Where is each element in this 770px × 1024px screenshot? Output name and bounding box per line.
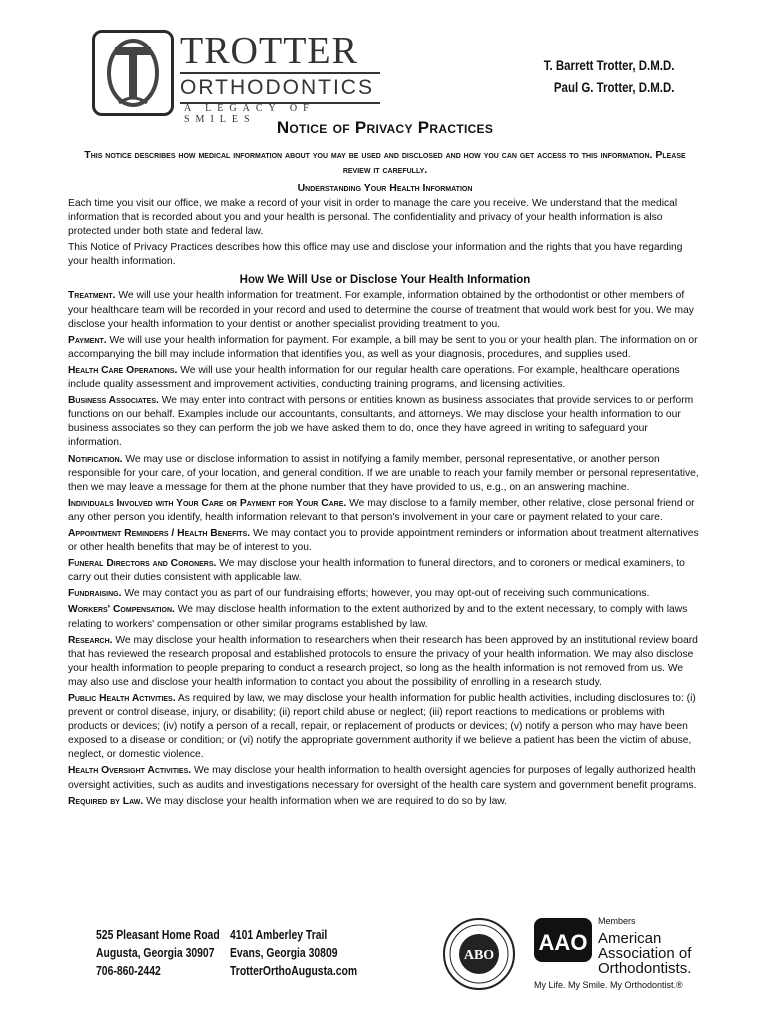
item-lead: Public Health Activities. — [68, 693, 176, 704]
item-text: As required by law, we may disclose your health information for public health activities, including disclosures to: (i) prevent or control disease, injury, or disability; (ii) report child abuse or neglect; (iii) report reactions to medications or problems with products or devices; (iv) notify a person of a recall, repair, or replacement of products or devices; (v) notify a person who may have been exposed to a disease or condition; or (vi) notify the appropriate government authority if we believe a patient has been the victim of abuse, neglect, or domestic violence. — [68, 693, 696, 761]
practice-logo — [92, 30, 392, 125]
disclosure-item — [68, 603, 702, 631]
item-lead: Individuals Involved with Your Care or Payment for Your Care. — [68, 497, 347, 509]
address-line: Evans, Georgia 30809 — [230, 945, 338, 960]
logo-tagline: A LEGACY OF SMILES — [184, 103, 315, 125]
item-text: We may disclose your health information to researchers when their research has been approved by an institutional review board that has reviewed the research proposal and established protocols to ensure the privacy of your health information. We may also disclose your health information to people preparing to conduct a research project, so long as the health information is not removed from us. We may also use and disclose your health information to contact you about the possibility of enrolling in a research study. — [68, 634, 698, 688]
address-line: 525 Pleasant Home Road — [96, 927, 220, 942]
office-address-augusta — [96, 926, 220, 980]
disclosure-item — [68, 394, 702, 450]
disclosure-item — [68, 497, 702, 525]
address-line: 4101 Amberley Trail — [230, 927, 328, 942]
aao-mark-icon — [534, 914, 594, 966]
aao-membership-logo — [534, 914, 694, 994]
item-text: We may disclose your health information when we are required to do so by law. — [143, 795, 508, 807]
disclosure-item — [68, 795, 702, 809]
office-address-evans — [230, 926, 357, 980]
aao-name — [598, 914, 691, 976]
disclosure-item — [68, 364, 702, 392]
section-heading: How We Will Use or Disclose Your Health Information — [239, 274, 531, 287]
doctor-name: T. Barrett Trotter, D.M.D. — [543, 57, 674, 73]
item-lead: Research. — [68, 634, 113, 646]
disclosure-item — [68, 634, 702, 690]
item-text: We may enter into contract with persons or entities known as business associates that provide services to or perform functions on our behalf. Examples include our accountants, consultants, and attorneys. We may disclose your health information to our business associates so they can perform the job we have asked them to do, once they have agreed in writing to safeguard your information. — [68, 395, 694, 449]
disclosure-item — [68, 764, 702, 792]
item-lead: Required by Law. — [68, 795, 144, 807]
address-line: Augusta, Georgia 30907 — [96, 945, 215, 960]
notice-body — [68, 118, 702, 811]
disclosure-item — [68, 527, 702, 555]
disclosure-item — [68, 587, 702, 601]
seal-label: ABO — [463, 948, 495, 963]
logo-monogram — [92, 30, 174, 116]
disclosure-item — [68, 557, 702, 585]
item-text: We may contact you as part of our fundraising efforts; however, you may opt-out of receiving such communications. — [121, 588, 650, 600]
item-lead: Treatment. — [68, 290, 116, 302]
doctor-name: Paul G. Trotter, D.M.D. — [553, 79, 674, 95]
item-text: We will use your health information for treatment. For example, information obtained by the orthodontist or other members of your healthcare team will be recorded in your record and used to determine the course of treatment that would work best for you. We may disclose your health information to your dentist or another specialist providing treatment to you. — [68, 290, 694, 330]
logo-sub: ORTHODONTICS — [180, 72, 380, 104]
item-text: We will use your health information for payment. For example, a bill may be sent to you or your health plan. The information on or accompanying the bill may include information that identifies you, as well as your diagnosis, procedures, and supplies used. — [68, 334, 698, 360]
item-text: We may disclose health information to the extent authorized by and to the extent necessary, to comply with laws relating to workers' compensation or other similar programs established by law. — [68, 604, 688, 630]
notice-subtitle: This notice describes how medical information about you may be used and disclosed and how you can get access to this information. Please review it carefully. — [84, 149, 686, 176]
disclosure-item — [68, 334, 702, 362]
aao-tagline: My Life. My Smile. My Orthodontist.® — [534, 980, 683, 990]
disclosure-item — [68, 289, 702, 331]
aao-members-label: Members — [598, 916, 636, 926]
item-lead: Business Associates. — [68, 395, 159, 407]
disclosure-item — [68, 692, 702, 762]
logo-name: TROTTER — [180, 30, 358, 72]
aao-name-line: Association of — [598, 945, 692, 962]
item-lead: Notification. — [68, 453, 123, 465]
page-title: Notice of Privacy Practices — [276, 118, 494, 137]
disclosure-item — [68, 453, 702, 495]
svg-text:AAO: AAO — [538, 930, 588, 955]
item-lead: Fundraising. — [68, 588, 122, 600]
item-lead: Health Oversight Activities. — [68, 765, 192, 777]
aao-name-line: American — [598, 930, 662, 947]
phone-number: 706-860-2442 — [96, 963, 161, 978]
item-text: We may disclose your health information to funeral directors, and to coroners or medical examiners, to carry out their duties consistent with applicable law. — [68, 558, 685, 584]
section-heading: Understanding Your Health Information — [297, 182, 473, 194]
aao-name-line: Orthodontists. — [598, 960, 692, 977]
item-text: We may disclose your health information to health oversight agencies for purposes of legally authorized health oversight activities, such as audits and investigations necessary for oversight of the health care system and government benefit programs. — [68, 765, 697, 791]
intro-paragraph: Each time you visit our office, we make a record of your visit in order to manage the care you receive. We understand that the medical information that is recorded about you and your health is personal. The confidentiality and privacy of your health information is also protected under both state and federal law. — [68, 198, 678, 238]
item-text: We may use or disclose information to assist in notifying a family member, personal representative, or another person responsible for your care, of your location, and general condition. If we are unable to reach your family member or personal representative, then we may leave a message for them at the phone number that they have provided to us, e.g., on an answering machine. — [68, 453, 699, 493]
item-text: We may disclose to a family member, other relative, close personal friend or any other person you identify, health information relevant to that person's involvement in your care or payment related to your care. — [68, 497, 695, 523]
abo-seal-icon — [441, 916, 517, 992]
item-lead: Workers' Compensation. — [68, 604, 175, 616]
item-text: We will use your health information for our regular health care operations. For example, healthcare operations include quality assessment and improvement activities, conducting training programs, and licensing activities. — [68, 364, 680, 391]
item-text: We may contact you to provide appointment reminders or information about treatment alternatives or other health benefits that may be of interest to you. — [68, 527, 699, 554]
website-url: TrotterOrthoAugusta.com — [230, 963, 358, 978]
item-lead: Health Care Operations. — [68, 364, 178, 376]
item-lead: Payment. — [68, 334, 107, 346]
item-lead: Appointment Reminders / Health Benefits. — [68, 527, 251, 539]
item-lead: Funeral Directors and Coroners. — [68, 558, 217, 570]
doctor-names — [543, 54, 674, 98]
intro-paragraph: This Notice of Privacy Practices describes how this office may use and disclose your information and the rights that you have regarding your health information. — [68, 242, 683, 268]
